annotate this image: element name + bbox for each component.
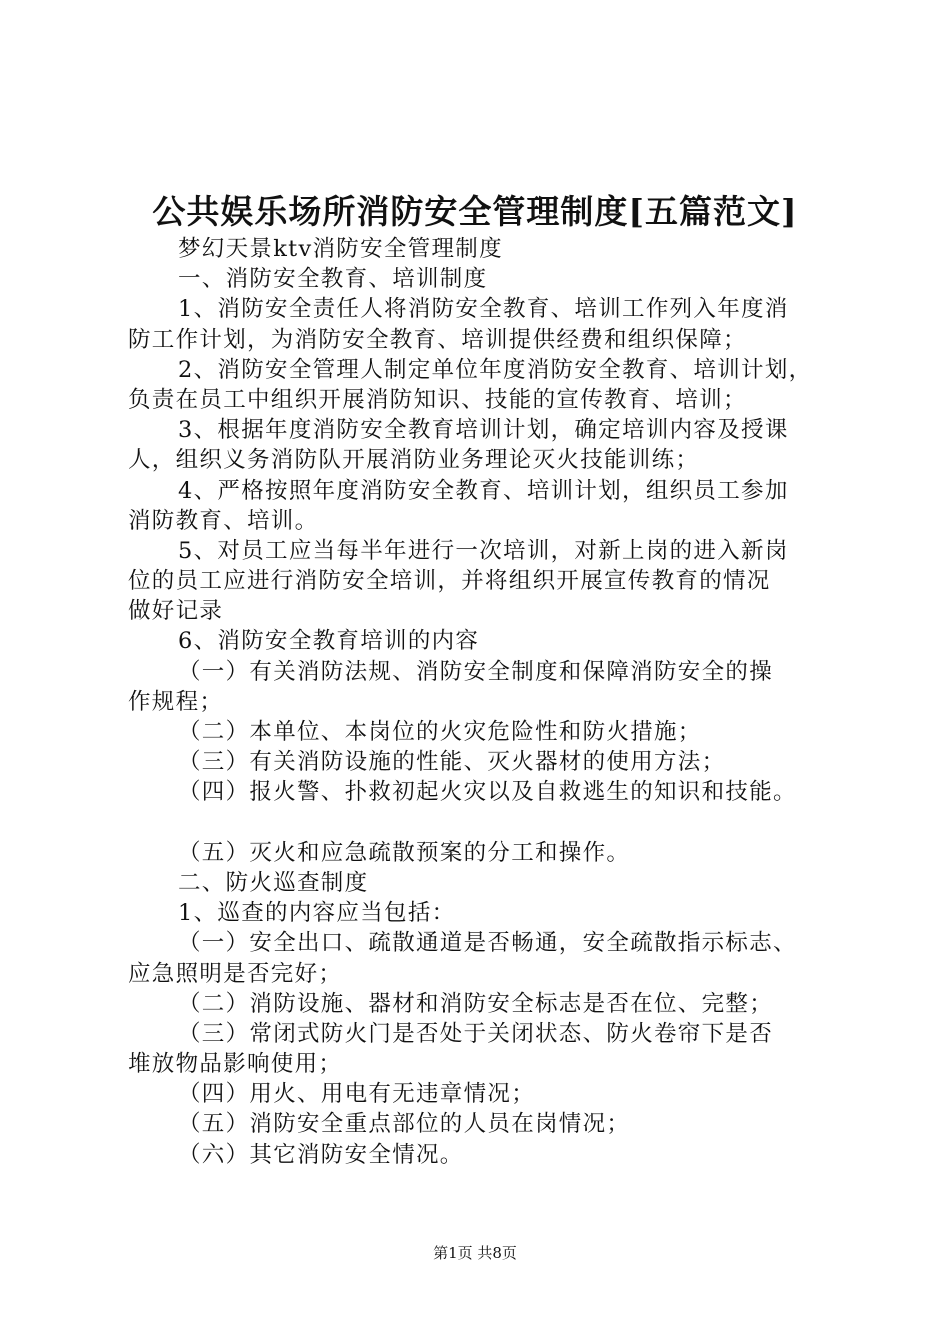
body-line: （一）安全出口、疏散通道是否畅通，安全疏散指示标志、 — [178, 930, 797, 957]
body-line: 梦幻天景ktv消防安全管理制度 — [178, 236, 503, 262]
body-line: 应急照明是否完好； — [128, 960, 343, 987]
body-line: 负责在员工中组织开展消防知识、技能的宣传教育、培训； — [128, 386, 747, 413]
body-line: 堆放物品影响使用； — [128, 1051, 343, 1078]
body-line: 4、严格按照年度消防安全教育、培训计划，组织员工参加 — [178, 477, 789, 504]
body-line: 二、防火巡查制度 — [178, 869, 369, 896]
body-line: （六）其它消防安全情况。 — [178, 1141, 464, 1168]
body-line: 3、根据年度消防安全教育培训计划，确定培训内容及授课 — [178, 417, 789, 444]
body-line: 做好记录 — [128, 598, 224, 625]
blank-line — [128, 808, 848, 838]
body-line: 2、消防安全管理人制定单位年度消防安全教育、培训计划， — [178, 356, 813, 383]
body-line: 防工作计划，为消防安全教育、培训提供经费和组织保障； — [128, 326, 747, 353]
body-line: 位的员工应进行消防安全培训，并将组织开展宣传教育的情况 — [128, 568, 771, 595]
body-line: 6、消防安全教育培训的内容 — [178, 628, 480, 655]
body-line: 1、消防安全责任人将消防安全教育、培训工作列入年度消 — [178, 296, 789, 323]
body-line: （三）有关消防设施的性能、灭火器材的使用方法； — [178, 749, 726, 776]
body-line: （五）灭火和应急疏散预案的分工和操作。 — [178, 839, 631, 866]
body-line: 5、对员工应当每半年进行一次培训，对新上岗的进入新岗 — [178, 537, 789, 564]
body-line: 人，组织义务消防队开展消防业务理论灭火技能训练； — [128, 447, 700, 474]
body-line: 作规程； — [128, 688, 224, 715]
document-body — [128, 234, 848, 1170]
body-line: （三）常闭式防火门是否处于关闭状态、防火卷帘下是否 — [178, 1020, 774, 1047]
body-line: 一、消防安全教育、培训制度 — [178, 266, 488, 293]
document-title: 公共娱乐场所消防安全管理制度[五篇范文] — [152, 192, 798, 231]
body-line: （一）有关消防法规、消防安全制度和保障消防安全的操 — [178, 658, 774, 685]
body-line: （四）报火警、扑救初起火灾以及自救逃生的知识和技能。 — [178, 779, 797, 806]
body-line: （四）用火、用电有无违章情况； — [178, 1081, 536, 1108]
body-line: （二）本单位、本岗位的火灾危险性和防火措施； — [178, 719, 702, 745]
body-line: 1、巡查的内容应当包括： — [178, 900, 456, 927]
body-line: （二）消防设施、器材和消防安全标志是否在位、完整； — [178, 990, 774, 1017]
body-line: 消防教育、培训。 — [128, 507, 319, 534]
page-number-footer: 第1页 共8页 — [433, 1244, 517, 1262]
body-line: （五）消防安全重点部位的人员在岗情况； — [178, 1111, 631, 1138]
